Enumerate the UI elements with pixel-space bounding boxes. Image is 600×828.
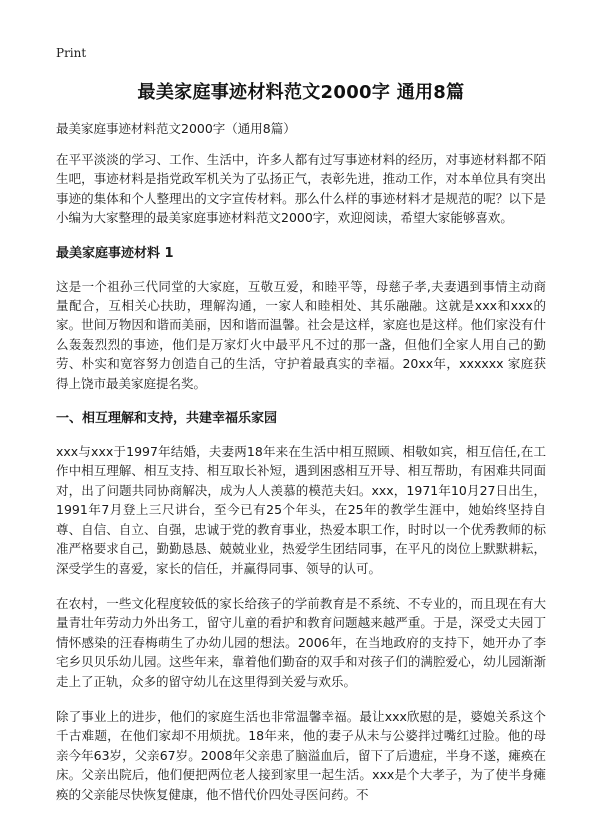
subsection1-paragraph-3: 除了事业上的进步，他们的家庭生活也非常温馨幸福。最让xxx欣慰的是，婆媳关系这个千古难题，在他们家却不用烦扰。18年来，他的妻子从未与公婆拌过嘴红过脸。他的母亲今年63岁，父亲67岁。2008年父亲患了脑溢血后，留下了后遗症，半身不遂，瘫痪在床。父亲出院后，他们便把两位老人接到家里一起生活。xxx是个大孝子，为了使半身瘫痪的父亲能尽快恢复健康，他不惜代价四处寻医问药。不: [56, 708, 546, 802]
document-body: [56, 150, 546, 820]
subsection1-paragraph-2: 在农村，一些文化程度较低的家长给孩子的学前教育是不系统、不专业的，而且现在有大量青壮年劳动力外出务工，留守儿童的看护和教育问题越来越严重。于是，深受丈夫园丁情怀感染的汪春梅萌生了办幼儿园的想法。2006年，在当地政府的支持下，她开办了李宅乡贝贝乐幼儿园。这些年来，靠着他们勤奋的双手和对孩子们的满腔爱心，幼儿园渐渐走上了正轨，众多的留守幼儿在这里得到关爱与欢乐。: [56, 595, 546, 689]
document-title: 最美家庭事迹材料范文2000字 通用8篇: [137, 82, 465, 103]
section1-paragraph: 这是一个祖孙三代同堂的大家庭，互敬互爱，和睦平等，母慈子孝,夫妻遇到事情主动商量配合，互相关心扶助，理解沟通，一家人和睦相处、其乐融融。这就是xxx和xxx的家。世间万物因和谐而美丽，因和谐而温馨。社会是这样，家庭也是这样。他们家没有什么轰轰烈烈的事迹，他们是万家灯火中最平凡不过的那一盏，但他们全家人用自己的勤劳、朴实和宽容努力创造自己的生活，守护着最真实的幸福。20xx年，xxxxxx 家庭获得上饶市最美家庭提名奖。: [56, 278, 546, 391]
print-link[interactable]: Print: [56, 46, 87, 60]
document-subtitle: 最美家庭事迹材料范文2000字（通用8篇）: [56, 121, 296, 136]
section-heading-1: 最美家庭事迹材料 1: [56, 245, 174, 261]
subsection-heading-1: 一、相互理解和支持，共建幸福乐家园: [56, 411, 278, 427]
intro-paragraph: 在平平淡淡的学习、工作、生活中，许多人都有过写事迹材料的经历，对事迹材料都不陌生吧，事迹材料是指党政军机关为了弘扬正气，表彰先进，推动工作，对本单位具有突出事迹的集体和个人整理出的文字宣传材料。那么什么样的事迹材料才是规范的呢？以下是小编为大家整理的最美家庭事迹材料范文2000字，欢迎阅读，希望大家能够喜欢。: [56, 152, 546, 226]
subsection1-paragraph-1: xxx与xxx于1997年结婚，夫妻两18年来在生活中相互照顾、相敬如宾，相互信任,在工作中相互理解、相互支持、相互取长补短，遇到困惑相互开导、相互帮助，有困难共同面对，出了问题共同协商解决，成为人人羡慕的模范夫妇。xxx，1971年10月27日出生，1991年7月登上三尺讲台，至今已有25个年头，在25年的教学生涯中，她始终坚持自尊、自信、自立、自强，忠诚于党的教育事业，热爱本职工作，时时以一个优秀教师的标准严格要求自己，勤勤恳恳、兢兢业业，热爱学生团结同事，在平凡的岗位上默默耕耘，深受学生的喜爱，家长的信任，并赢得同事、领导的认可。: [56, 444, 546, 576]
